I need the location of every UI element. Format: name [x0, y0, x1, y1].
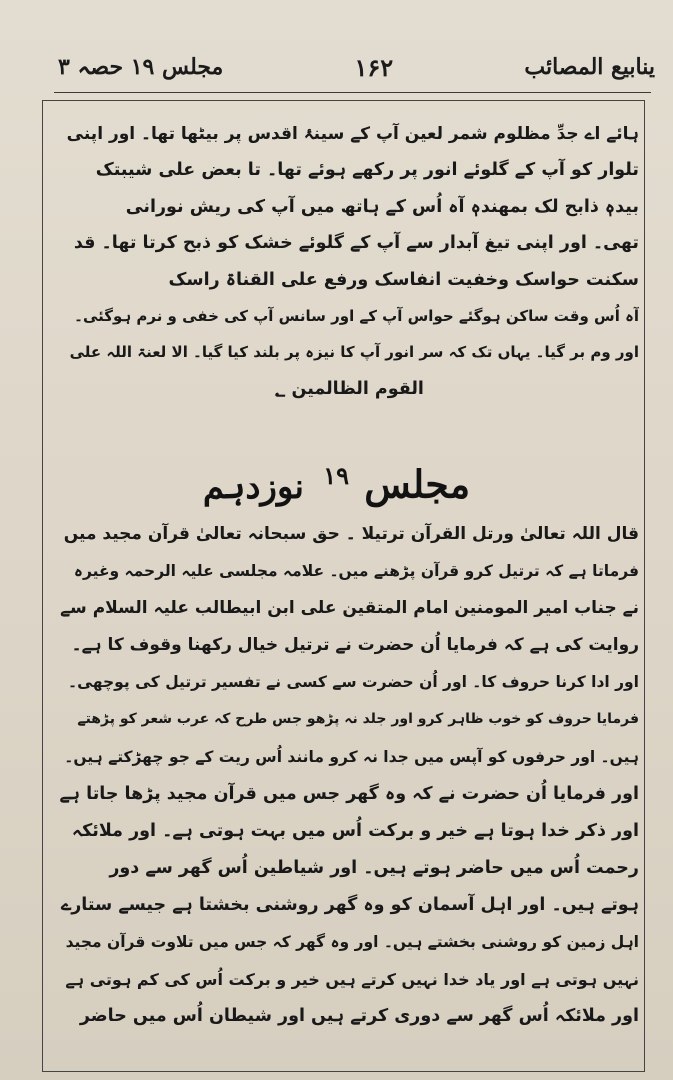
text-line: روایت کی ہے کہ فرمایا اُن حضرت نے ترتیل خیال رکھنا وقوف کا ہے۔: [71, 635, 639, 656]
text-line: اور ذکر خدا ہوتا ہے خیر و برکت اُس میں بہت ہوتی ہے۔ اور ملائکہ: [71, 820, 639, 841]
text-line: فرماتا ہے کہ ترتیل کرو قرآن پڑھنے میں۔ علامہ مجلسی علیہ الرحمہ وغیرہ: [73, 562, 639, 581]
majlis-number: ۱۹: [323, 461, 349, 490]
text-line: سکنت حواسک وخفیت انفاسک ورفع علی القناۃ راسک: [168, 269, 639, 290]
text-line: اور فرمایا اُن حضرت نے کہ وہ گھر جس میں قرآن مجید پڑھا جاتا ہے: [60, 783, 639, 804]
text-line: اہل زمین کو روشنی بخشتے ہیں۔ اور وہ گھر کہ جس میں تلاوت قرآن مجید: [65, 933, 639, 952]
text-line: قال اللہ تعالیٰ ورتل القرآن ترتیلا ۔ حق سبحانہ تعالیٰ قرآن مجید میں: [63, 524, 639, 544]
text-line: نے جناب امیر المومنین امام المتقین علی ابن ابیطالب علیہ السلام سے: [60, 598, 639, 619]
text-line: فرمایا حروف کو خوب ظاہر کرو اور جلد نہ پڑھو جس طرح کہ عرب شعر کو پڑھتے: [77, 711, 639, 728]
page-number: ۱۶۲: [354, 52, 394, 82]
text-line: اور ملائکہ اُس گھر سے دوری کرتے ہیں اور شیطان اُس میں حاضر: [79, 1006, 639, 1027]
section-label: مجلس ۱۹ حصہ ۳: [58, 54, 224, 80]
text-line: نہیں ہوتی ہے اور یاد خدا نہیں کرتے ہیں خیر و برکت اُس کی کم ہوتی ہے: [65, 970, 639, 990]
text-line: ہوتے ہیں۔ اور اہل آسمان کو وہ گھر روشنی بخشتا ہے جیسے ستارے: [60, 894, 639, 915]
text-line: رحمت اُس میں حاضر ہوتے ہیں۔ اور شیاطین اُس گھر سے دور: [109, 857, 639, 878]
text-line: تلوار کو آپ کے گلوئے انور پر رکھے ہوئے تھا۔ تا بعض علی شیبتک: [95, 160, 639, 181]
text-line: آہ اُس وقت ساکن ہوگئے حواس آپ کے اور سانس آپ کی خفی و نرم ہوگئی۔: [74, 306, 639, 325]
text-line: اور ادا کرنا حروف کا۔ اور اُن حضرت سے کسی نے تفسیر ترتیل کی پوچھی۔: [68, 673, 639, 692]
top-paragraph: [60, 116, 639, 407]
page-header: [50, 42, 655, 92]
majlis-title-sub: نوزدہم: [202, 466, 304, 507]
text-line: تھی۔ اور اپنی تیغ آبدار سے آپ کے گلوئے خشک کو ذبح کرتا تھا۔ قد: [73, 233, 639, 254]
majlis-title-main: مجلس: [364, 461, 471, 507]
text-line: بیدہٖ ذابح لک بمھندہٖ آہ اُس کے ہاتھ میں آپ کی ریش نورانی: [125, 196, 639, 217]
text-line: ہائے اے جدِّ مظلوم شمر لعین آپ کے سینۂ اقدس پر بیٹھا تھا۔ اور اپنی: [66, 124, 639, 144]
book-title: ینابیع المصائب: [524, 54, 655, 80]
majlis-heading: [0, 440, 673, 512]
header-rule: [54, 92, 651, 93]
text-line: القوم الظالمین ؂: [275, 378, 424, 399]
text-line: ہیں۔ اور حرفوں کو آپس میں جدا نہ کرو مانند اُس ریت کے جو چھڑکتے ہیں۔: [64, 747, 639, 766]
text-line: اور وم بر گیا۔ یہاں تک کہ سر انور آپ کا نیزہ پر بلند کیا گیا۔ الا لعنۃ اللہ علی: [69, 343, 639, 362]
bottom-paragraph: [60, 516, 639, 1035]
